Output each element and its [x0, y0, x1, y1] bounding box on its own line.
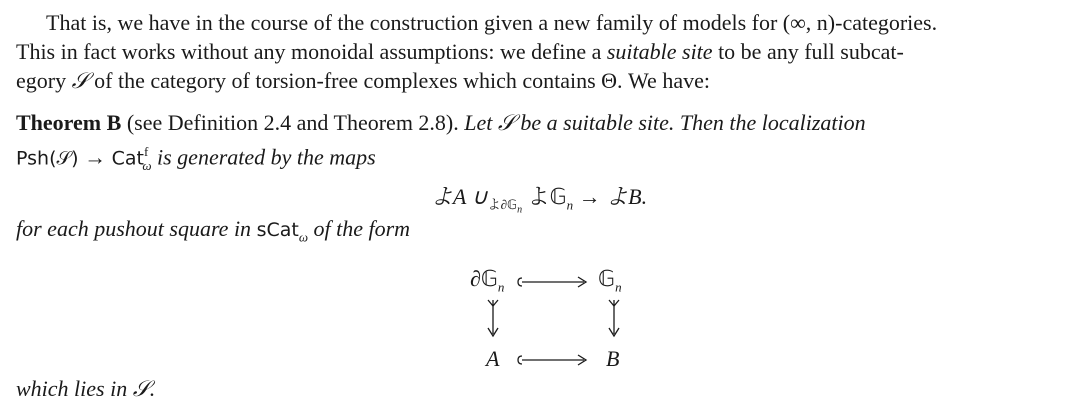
node-bottom-right: B [606, 346, 620, 371]
theorem-stmt-2: is generated by the maps [151, 144, 376, 170]
top-hook-icon [518, 278, 522, 286]
theorem-stmt-1: Let 𝒮 be a suitable site. Then the localization [458, 110, 866, 135]
bottom-hook-icon [518, 356, 522, 364]
node-bottom-left: A [486, 346, 500, 371]
cat-sub: ω [142, 157, 152, 173]
node-top-right: 𝔾$_n$ [598, 266, 622, 295]
pushout-line [16, 216, 410, 245]
pushout-line-a: for each pushout square in [16, 216, 257, 241]
theorem-label: Theorem B [16, 110, 122, 135]
cat-omega: Cat [111, 147, 144, 170]
display-equation [16, 180, 1062, 216]
scat-sub: ω [298, 229, 309, 245]
cat-sup: f [143, 144, 149, 159]
eq-left: よA ∪ [430, 184, 488, 209]
eq-right: よ𝔾 [522, 184, 567, 209]
intro-line-3-b: of the category of torsion-free complexes which contains Θ. We have: [88, 68, 710, 93]
theorem-arrow: → [78, 144, 112, 170]
site-symbol: 𝒮 [71, 68, 89, 93]
intro-line-1: That is, we have in the course of the construction given a new family of models for (∞, n)-categories. [46, 10, 938, 35]
pushout-line-b: of the form [308, 216, 411, 241]
node-top-left: ∂𝔾$_n$ [470, 266, 505, 295]
intro-line-2-b: to be any full subcat- [712, 39, 904, 64]
theorem-statement [16, 108, 1062, 180]
pushout-square-diagram [456, 256, 656, 376]
theorem-b [16, 108, 1062, 180]
eq-right-sub: n [566, 197, 574, 213]
theorem-ref: (see Definition 2.4 and Theorem 2.8). [121, 110, 459, 135]
intro-line-2-a: This in fact works without any monoidal assumptions: we define a [16, 39, 607, 64]
psh-functor: Psh(𝒮) [16, 147, 79, 170]
paper-excerpt [16, 8, 1062, 401]
intro-paragraph [16, 8, 1062, 95]
eq-tail: → よB. [573, 184, 648, 209]
closing-line: which lies in 𝒮. [16, 376, 156, 401]
scat-omega: sCat [256, 219, 299, 241]
intro-line-3-a: egory [16, 68, 72, 93]
eq-sub: よ∂𝔾n [487, 197, 523, 216]
suitable-site-term: suitable site [606, 39, 713, 64]
